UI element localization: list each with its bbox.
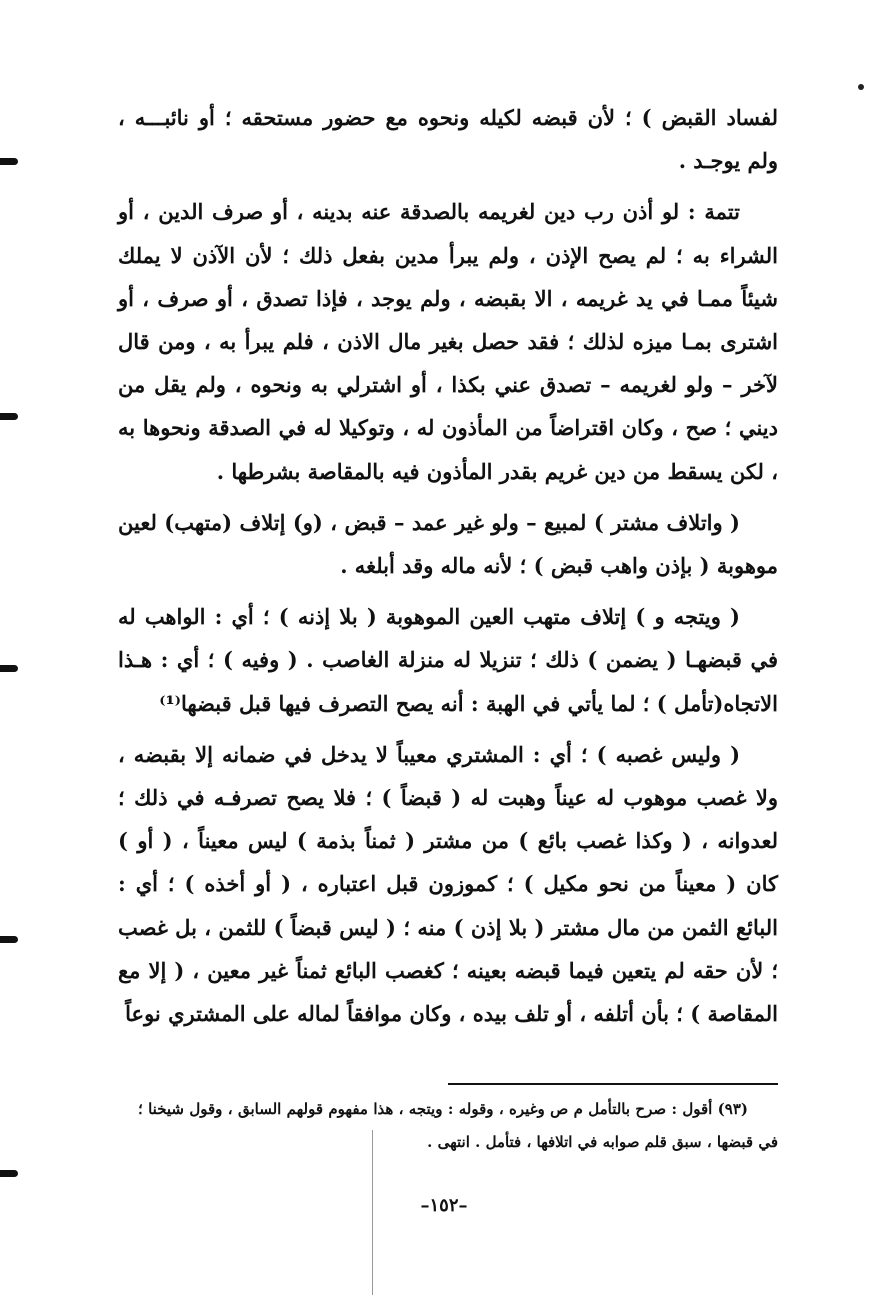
footnote: [138, 1093, 778, 1159]
binding-mark: [0, 665, 18, 672]
binding-mark: [0, 1170, 18, 1177]
page-number: –١٥٢–: [420, 1195, 468, 1216]
paragraph-3: ( واتلاف مشتر ) لمبيع – ولو غير عمد – قبض ، (و) إتلاف (متهب) لعين موهوبة ( بإذن واهب قبض ) ؛ لأنه ماله وقد أبلغه .: [118, 509, 778, 579]
binding-mark: [0, 158, 18, 165]
paragraph-5: ( وليس غصبه ) ؛ أي : المشتري معيباً لا يدخل في ضمانه إلا بقبضه ، ولا غصب موهوب له عيناً وهبت له ( قبضاً ) ؛ فلا يصح تصرفـه في ذلك ؛ لعدوانه ، ( وكذا غصب بائع ) من مشتر ( ثمناً بذمة ) ليس معيناً ، ( أو ) كان ( معيناً من نحو مكيل ) ؛ كموزون قبل اعتباره ، ( أو أخذه ) ؛ أي : البائع الثمن من مال مشتر ( بلا إذن ) منه ؛ ( ليس قبضاً ) للثمن ، بل غصب ؛ لأن حقه لم يتعين فيما قبضه بعينه ؛ كغصب البائع ثمناً غير معين ، ( إلا مع المقاصة ) ؛ بأن أتلفه ، أو تلف بيده ، وكان موافقاً لماله على المشتري نوعاً: [118, 741, 778, 1027]
main-text: [118, 96, 778, 1043]
paragraph-1: لفساد القبض ) ؛ لأن قبضه لكيله ونحوه مع حضور مستحقه ؛ أو نائبـــه ، ولم يوجـد .: [118, 105, 778, 174]
paragraph-4: ( ويتجه و ) إتلاف متهب العين الموهوبة ( بلا إذنه ) ؛ أي : الواهب له في قبضهـا ( يضمن ) ذلك ؛ تنزيلا له منزلة الغاصب . ( وفيه ) ؛ أي : هـذا الاتجاه(تأمل ) ؛ لما يأتي في الهبة : أنه يصح التصرف فيها قبل قبضها⁽¹⁾: [118, 604, 778, 716]
paragraph-2: تتمة : لو أذن رب دين لغريمه بالصدقة عنه بدينه ، أو صرف الدين ، أو الشراء به ؛ لم يصح الإذن ، ولم يبرأ مدين بفعل ذلك ؛ لأن الآذن لا يملك شيئاً ممـا في يد غريمه ، الا بقبضه ، ولم يوجد ، فإذا تصدق ، أو صرف ، أو اشترى بمـا ميزه لذلك ؛ فقد حصل بغير مال الاذن ، فلم يبرأ به ، ومن قال لآخر – ولو لغريمه – تصدق عني بكذا ، أو اشترلي به ونحوه ، ولم يقل من ديني ؛ صح ، وكان اقتراضاً من المأذون له ، وتوكيلا له في الصدقة ونحوها به ، لكن يسقط من دين غريم بقدر المأذون فيه بالمقاصة بشرطها .: [118, 199, 778, 484]
footnote-divider: [448, 1083, 778, 1085]
binding-mark: [0, 936, 18, 943]
footnote-text: (٩٣) أقول : صرح بالتأمل م ص وغيره ، وقوله : ويتجه ، هذا مفهوم قولهم السابق ، وقول شيخنا ؛ في قبضها ، سبق قلم صوابه في اتلافها ، فتأمل . انتهى .: [138, 1100, 778, 1151]
scan-speck: [858, 84, 864, 90]
binding-mark: [0, 413, 18, 420]
